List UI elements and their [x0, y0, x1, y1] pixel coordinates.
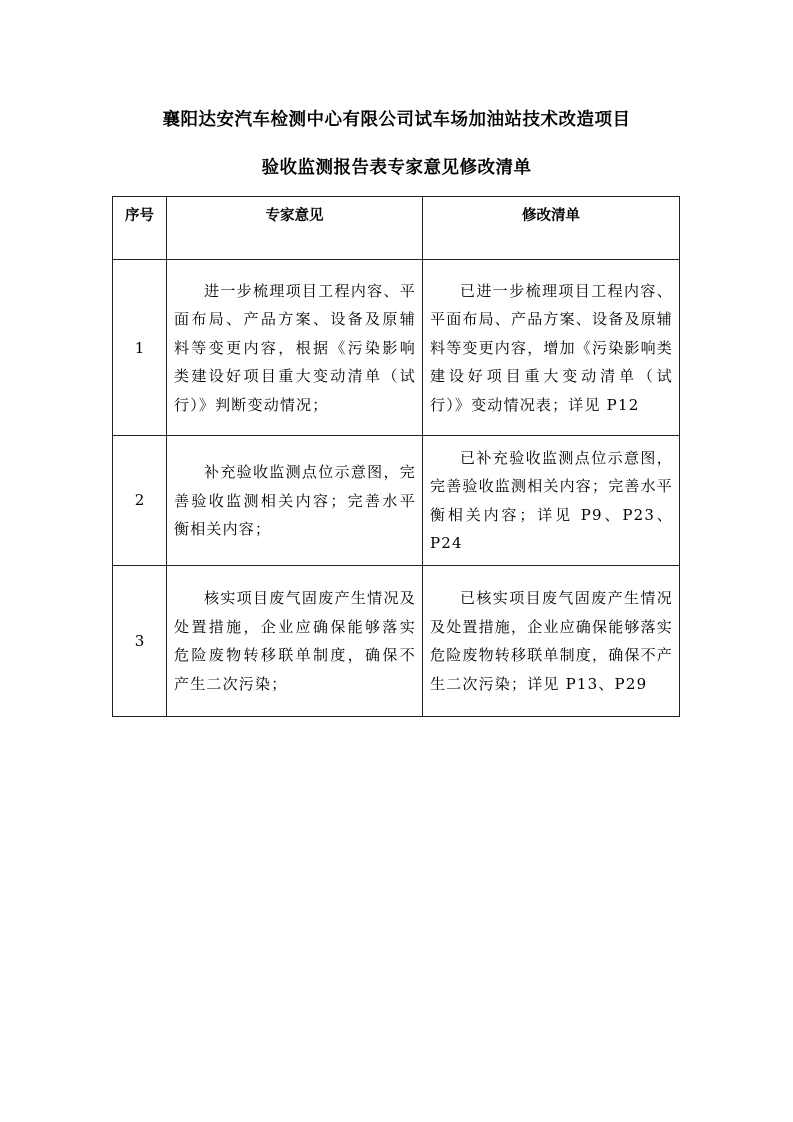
revision-table	[112, 196, 680, 717]
table-row	[113, 436, 680, 566]
table-row	[113, 565, 680, 716]
row-number: 3	[113, 565, 167, 716]
table-header-row	[113, 197, 680, 260]
revision-cell: 已补充验收监测点位示意图，完善验收监测相关内容；完善水平衡相关内容；详见 P9、P23、P24	[423, 436, 680, 566]
table-row	[113, 260, 680, 436]
header-serial-number: 序号	[113, 197, 167, 260]
expert-opinion-cell: 补充验收监测点位示意图，完善验收监测相关内容；完善水平衡相关内容；	[167, 436, 423, 566]
row-number: 2	[113, 436, 167, 566]
row-number: 1	[113, 260, 167, 436]
revision-cell: 已进一步梳理项目工程内容、平面布局、产品方案、设备及原辅料等变更内容，增加《污染影响类建设好项目重大变动清单（试行）》变动情况表；详见 P12	[423, 260, 680, 436]
expert-opinion-cell: 进一步梳理项目工程内容、平面布局、产品方案、设备及原辅料等变更内容，根据《污染影响类建设好项目重大变动清单（试行）》判断变动情况；	[167, 260, 423, 436]
document-title-line-2: 验收监测报告表专家意见修改清单	[261, 158, 532, 178]
header-expert-opinion: 专家意见	[167, 197, 423, 260]
expert-opinion-cell: 核实项目废气固废产生情况及处置措施，企业应确保能够落实危险废物转移联单制度，确保不产生二次污染；	[167, 565, 423, 716]
header-revision-list: 修改清单	[423, 197, 680, 260]
revision-cell: 已核实项目废气固废产生情况及处置措施，企业应确保能够落实危险废物转移联单制度，确保不产生二次污染；详见 P13、P29	[423, 565, 680, 716]
document-title-line-1: 襄阳达安汽车检测中心有限公司试车场加油站技术改造项目	[162, 110, 631, 130]
